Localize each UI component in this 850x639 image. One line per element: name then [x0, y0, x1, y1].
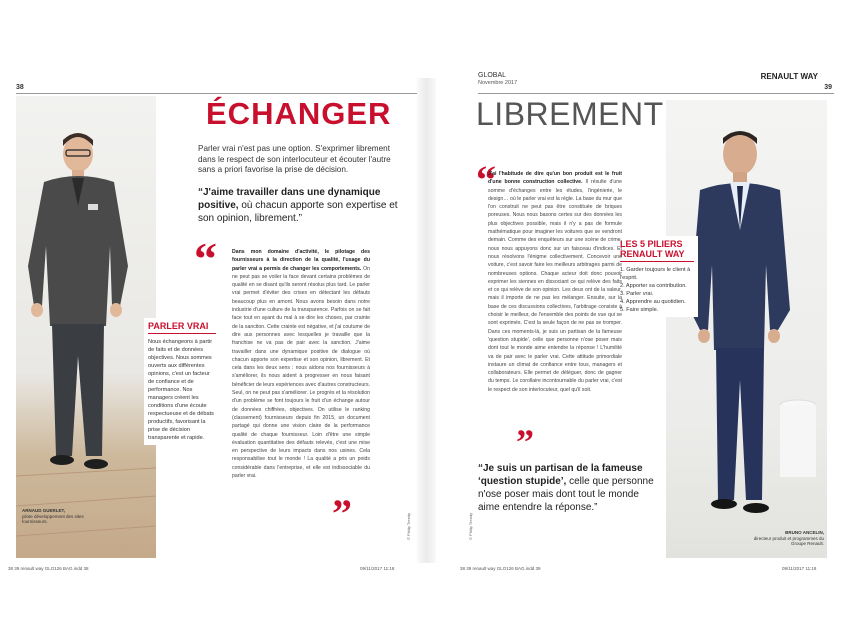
pullquote-bold-right: “Je suis un partisan de la fameuse ‘question stupide’,	[478, 463, 643, 487]
photo-caption-left	[22, 508, 102, 525]
body-text-right: Il résulte d'une somme d'échanges entre les études, l'ingénierie, le design… où le parler vrai est la règle. La base du mur que l'on construit ne peut pas être constituée de briques poreuses. Nous nous basons certes sur des données les plus objectives possible, mais il n'y a pas de formule mathématique pour imaginer les voitures que se vendront demain. Comme des enquêteurs sur une scène de crime, nous nous appuyons donc sur un faisceau d'indices. Et nous résolvons l'énigme collectivement. Concevoir une voiture, c'est savoir faire les meilleurs arbitrages parmi de nombreuses options. Chaque acteur doit donc pouvoir exprimer les siennes en dissociant ce qui relève des faits et ce qui relève de son opinion. Les deux ont de la valeur, mais il importe de ne pas les mélanger. Ensuite, sur la base de ces discussions collectives, l'arbitrage consiste à choisir le meilleur, de l'ensemble des points de vue qui se sont exprimés. C'est la seule façon de ne pas se tromper. Dans ces moments-là, je suis un partisan de la fameuse 'question stupide', celle que personne n'ose poser mais dont tout le monde aime entendre la réponse ! L'humilité va de pair avec le parler vrai. Cette attitude primordiale instaure un climat de confiance entre tous, managers et collaborateurs. Elle permet de déléguer, donc de gagner du temps. Le corollaire incontournable du parler vrai, c'est le respect de son interlocuteur, quel qu'il soit.	[488, 179, 622, 393]
pillar-item: 5. Faire simple.	[620, 307, 659, 313]
article-body-right	[488, 170, 622, 464]
sidebar-parler-vrai	[144, 318, 220, 445]
pullquote-bold-left: “J'aime travailler dans une dynamique positive,	[198, 187, 381, 211]
sidebar-title-left: PARLER VRAI	[148, 321, 216, 334]
caption-name-right: BRUNO ANCELIN,	[785, 530, 824, 535]
photo-credit-left: © Philip Trendy	[406, 512, 411, 540]
print-slug-left-date: 09/11/2017 11:18	[360, 566, 395, 571]
body-lead-left: Dans mon domaine d'activité, le pilotage des fournisseurs à la direction de la qualité, l'usage du parler vrai a permis de changer les comportements.	[232, 249, 370, 272]
section-title: RENAULT WAY	[760, 72, 818, 81]
spread-gutter	[417, 78, 436, 563]
portrait-photo-left	[16, 96, 156, 558]
sidebar-title-right: LES 5 PILIERS RENAULT WAY	[620, 239, 694, 262]
pullquote-left	[198, 186, 398, 225]
caption-name-left: ARNAUD GUERLET,	[22, 508, 66, 513]
print-slug-right-date: 09/11/2017 11:18	[782, 566, 817, 571]
close-quote-mark-left: ”	[332, 491, 352, 536]
pillar-item: 3. Parler vrai.	[620, 291, 654, 297]
body-lead-right: J'ai l'habitude de dire qu'un bon produit est le fruit d'une bonne construction collective.	[488, 171, 622, 186]
sidebar-5-piliers	[616, 236, 698, 317]
open-quote-mark-right: “	[476, 157, 496, 202]
pullquote-right	[478, 462, 658, 514]
top-rule-left	[16, 93, 417, 94]
open-quote-mark-left: “	[194, 233, 217, 284]
pullquote-rest-left: où chacun apporte son expertise et son opinion, librement.”	[198, 200, 398, 224]
headline-left: ÉCHANGER	[206, 96, 392, 131]
kicker-global: GLOBAL	[478, 72, 507, 79]
photo-credit-right: © Philip Trendy	[468, 512, 473, 540]
pillar-item: 4. Apprendre au quotidien.	[620, 299, 686, 305]
right-page	[436, 72, 836, 563]
intro-text-left: Parler vrai n'est pas une option. S'exprimer librement dans le respect de son interlocuteur et écouter l'autre sans a priori favorise la prise de décision.	[198, 144, 391, 174]
print-slug-left: 38 39 renault way GLO126 BAG.indd 38	[8, 566, 89, 571]
top-rule-right	[478, 93, 834, 94]
pillar-item: 2. Apporter sa contribution.	[620, 283, 687, 289]
sidebar-text-left: Nous échangeons à partir de faits et de données objectives. Nous sommes ouverts aux différentes opinions, c'est un facteur de confiance et de performance. Nos managers créent les conditions d'une écoute respectueuse et de débats productifs, favorisant la prise de décision transparente et rapide.	[148, 339, 214, 441]
left-page	[16, 78, 417, 563]
person-illustration-left	[16, 96, 156, 558]
page-number-left: 38	[16, 84, 24, 91]
caption-role-left: pilote développement des sites fournisseurs.	[22, 513, 84, 524]
pillar-item: 1. Garder toujours le client à l'esprit.	[620, 267, 691, 281]
headline-right: LIBREMENT	[476, 96, 664, 132]
portrait-photo-right	[666, 100, 827, 558]
page-number-right: 39	[824, 84, 832, 91]
caption-role-right: directeur produit et programmes du Groupe Renault.	[753, 535, 824, 546]
issue-date: Novembre 2017	[478, 80, 518, 86]
body-text-left: On ne peut pas se voiler la face devant certains problèmes de qualité en se disant qu'ils seront résolus plus tard. Le parler vrai permet d'éviter des crises en détectant les défauts beaucoup plus en amont. Nous avons besoin dans notre industrie d'une culture de la transparence. Parfois on se fait face tout en ayant du mal à se dire les choses, par crainte de la sanction. Cette crainte est négative, et j'ai coutume de dire aux personnes avec lesquelles je travaille que la franchise ne va pas de pair avec la sanction. J'aime travailler dans une dynamique positive de dialogue où chacun apporte son expertise et son opinion, librement. Et cela dans les deux sens : nous aidons nos fournisseurs à s'améliorer, ils nous aident à progresser en nous faisant bénéficier de leurs expériences avec d'autres constructeurs. Seul, on ne peut pas s'améliorer. Le progrès et la résolution d'un problème se font toujours le fruit d'un échange autour de données chiffrées, objectives. On utilise le ranking (classement) fournisseurs depuis fin 2015, un document partagé qui donne une vision claire de la performance qualité de chaque fournisseur. Loin d'être une simple évaluation quantitative des défauts relevés, c'est une mise en perspective de leurs impacts dans nos usines. Cela responsabilise tout le monde ! La qualité a pris un poids considérable dans l'entreprise, et elle est indissociable du parler vrai.	[232, 265, 370, 480]
print-slug-right: 38 39 renault way GLO126 BAG.indd 39	[460, 566, 541, 571]
photo-caption-right	[740, 530, 824, 547]
person-illustration-right	[666, 100, 827, 558]
pillar-list	[620, 266, 694, 314]
close-quote-mark-right: ”	[516, 422, 534, 462]
pullquote-rest-right: celle que personne n'ose poser mais dont tout le monde aime entendre la réponse.”	[478, 476, 654, 513]
